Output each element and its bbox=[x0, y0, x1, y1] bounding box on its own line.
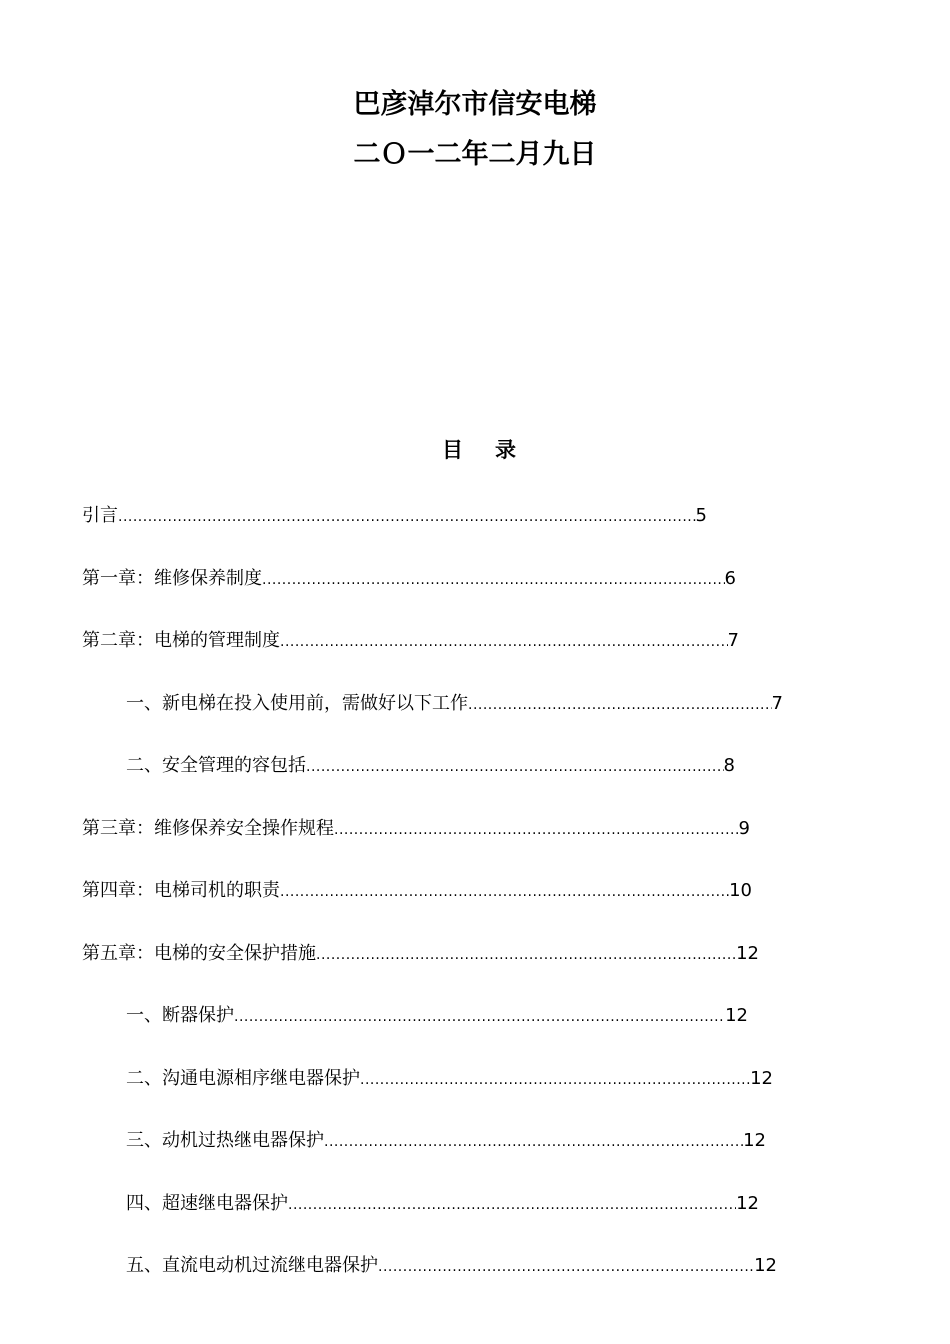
toc-entry-label: 五、直流电动机过流继电器保护 bbox=[126, 1255, 378, 1276]
toc-entry-label: 第三章：维修保养安全操作规程 bbox=[82, 817, 334, 839]
toc-entry-chapter-5-section-3[interactable] bbox=[82, 1125, 766, 1188]
toc-leader-dots bbox=[360, 1064, 750, 1096]
toc-entry-page: 12 bbox=[725, 1005, 748, 1026]
toc-entry-intro[interactable] bbox=[82, 500, 707, 563]
toc-entry-label: 一、断器保护 bbox=[126, 1005, 234, 1026]
toc-leader-dots bbox=[262, 564, 725, 596]
toc-title bbox=[0, 434, 950, 466]
toc-entry-page: 12 bbox=[736, 942, 759, 964]
toc-entry-chapter-3[interactable] bbox=[82, 813, 750, 876]
toc-leader-dots bbox=[118, 501, 696, 533]
toc-leader-dots bbox=[324, 1126, 743, 1158]
toc-entry-chapter-5-section-1[interactable] bbox=[82, 1000, 748, 1063]
toc-leader-dots bbox=[234, 1001, 725, 1033]
toc-entry-page: 12 bbox=[736, 1192, 759, 1214]
toc-entry-label: 第四章：电梯司机的职责 bbox=[82, 880, 280, 901]
toc-entry-page: 8 bbox=[723, 755, 735, 776]
toc-leader-dots bbox=[316, 939, 736, 971]
document-date: 二Ｏ一二年二月九日 bbox=[353, 139, 597, 170]
table-of-contents bbox=[82, 500, 783, 1313]
toc-entry-chapter-2[interactable] bbox=[82, 625, 739, 688]
toc-entry-page: 5 bbox=[695, 505, 707, 526]
toc-title-left: 目 bbox=[442, 438, 463, 462]
toc-entry-page: 7 bbox=[771, 692, 783, 714]
toc-entry-page: 12 bbox=[754, 1255, 777, 1276]
toc-leader-dots bbox=[288, 1189, 736, 1221]
toc-entry-label: 第二章：电梯的管理制度 bbox=[82, 630, 280, 651]
toc-leader-dots bbox=[280, 626, 728, 658]
toc-entry-label: 第五章：电梯的安全保护措施 bbox=[82, 942, 316, 964]
toc-entry-chapter-2-section-1[interactable] bbox=[82, 688, 783, 751]
toc-entry-page: 9 bbox=[738, 817, 750, 839]
document-header bbox=[0, 80, 950, 180]
toc-entry-label: 二、沟通电源相序继电器保护 bbox=[126, 1067, 360, 1089]
toc-entry-page: 12 bbox=[743, 1130, 766, 1151]
toc-entry-label: 引言 bbox=[82, 505, 118, 526]
toc-leader-dots bbox=[306, 751, 724, 783]
toc-entry-page: 7 bbox=[727, 630, 739, 651]
toc-entry-chapter-1[interactable] bbox=[82, 563, 736, 626]
toc-title-right: 录 bbox=[495, 438, 516, 462]
toc-leader-dots bbox=[378, 1251, 754, 1283]
toc-entry-chapter-4[interactable] bbox=[82, 875, 752, 938]
toc-entry-page: 10 bbox=[729, 880, 752, 901]
toc-entry-page: 12 bbox=[750, 1067, 773, 1089]
company-name: 巴彦淖尔市信安电梯 bbox=[353, 89, 597, 120]
toc-entry-page: 6 bbox=[724, 567, 736, 589]
toc-entry-label: 二、安全管理的容包括 bbox=[126, 755, 306, 776]
toc-leader-dots bbox=[334, 814, 739, 846]
toc-entry-chapter-5[interactable] bbox=[82, 938, 759, 1001]
toc-leader-dots bbox=[468, 689, 772, 721]
toc-entry-label: 三、动机过热继电器保护 bbox=[126, 1130, 324, 1151]
toc-leader-dots bbox=[280, 876, 729, 908]
toc-entry-chapter-5-section-4[interactable] bbox=[82, 1188, 759, 1251]
toc-entry-label: 第一章：维修保养制度 bbox=[82, 567, 262, 589]
toc-entry-chapter-5-section-5[interactable] bbox=[82, 1250, 777, 1313]
toc-entry-chapter-5-section-2[interactable] bbox=[82, 1063, 773, 1126]
toc-entry-label: 四、超速继电器保护 bbox=[126, 1192, 288, 1214]
toc-entry-label: 一、新电梯在投入使用前，需做好以下工作 bbox=[126, 692, 468, 714]
toc-entry-chapter-2-section-2[interactable] bbox=[82, 750, 735, 813]
